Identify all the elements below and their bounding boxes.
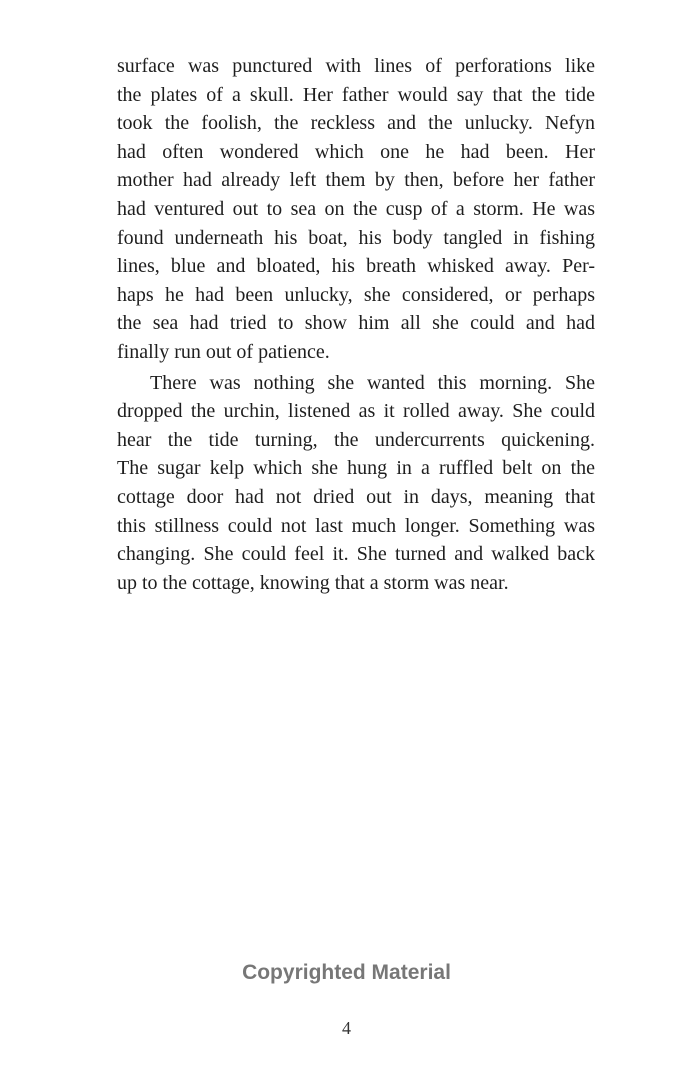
text-line: changing. She could feel it. She turned and walked back xyxy=(117,543,595,566)
page-number: 4 xyxy=(342,1018,351,1038)
text-line: had ventured out to sea on the cusp of a storm. He was xyxy=(117,197,595,220)
text-line: haps he had been unlucky, she considered, or perhaps xyxy=(117,283,595,306)
text-line: this stillness could not last much longer. Something was xyxy=(117,514,595,537)
text-line: the sea had tried to show him all she could and had xyxy=(117,312,595,335)
text-line: up to the cottage, knowing that a storm was near. xyxy=(117,571,509,594)
text-line: mother had already left them by then, before her father xyxy=(117,169,595,192)
text-line: surface was punctured with lines of perforations like xyxy=(117,55,595,77)
body-text xyxy=(117,52,595,597)
paragraph-1 xyxy=(117,52,595,367)
text-line: The sugar kelp which she hung in a ruffled belt on the xyxy=(117,457,595,480)
text-line: found underneath his boat, his body tangled in fishing xyxy=(117,226,595,249)
text-line: dropped the urchin, listened as it rolled away. She could xyxy=(117,400,595,423)
text-line: There was nothing she wanted this morning. She xyxy=(150,371,595,394)
text-line: finally run out of patience. xyxy=(117,340,330,363)
text-line: had often wondered which one he had been. Her xyxy=(117,140,595,163)
text-line: lines, blue and bloated, his breath whisked away. Per- xyxy=(117,255,595,278)
copyright-watermark: Copyrighted Material xyxy=(242,961,451,984)
text-line: the plates of a skull. Her father would say that the tide xyxy=(117,83,595,106)
text-line: hear the tide turning, the undercurrents quickening. xyxy=(117,428,595,451)
paragraph-2 xyxy=(117,369,595,598)
text-line: cottage door had not dried out in days, meaning that xyxy=(117,485,595,508)
text-line: took the foolish, the reckless and the unlucky. Nefyn xyxy=(117,112,595,135)
